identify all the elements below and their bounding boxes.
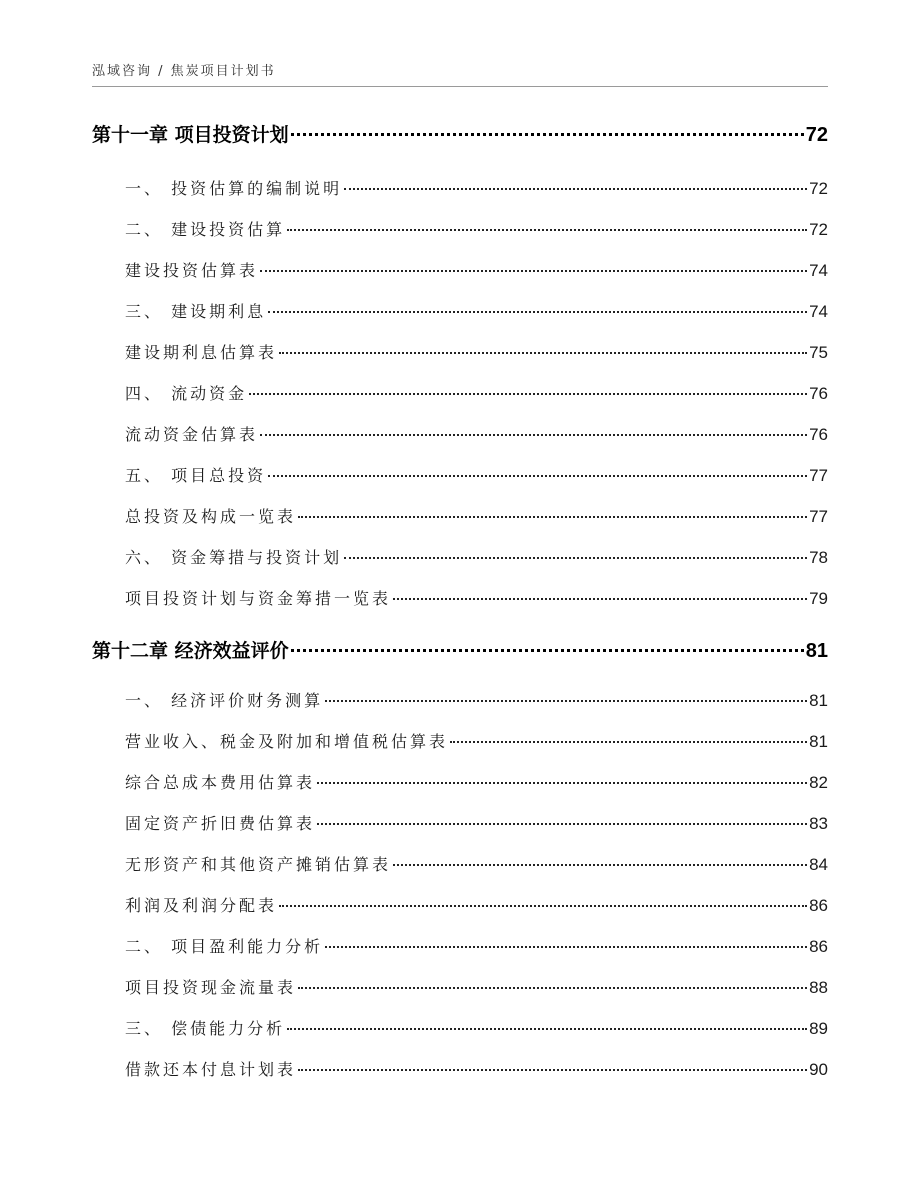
toc-entry-title: 固定资产折旧费估算表 — [125, 814, 316, 833]
toc-entry[interactable] — [125, 340, 828, 363]
toc-page-number: 74 — [809, 261, 828, 280]
toc-page-number: 88 — [809, 978, 828, 997]
toc-entry-title: 一、 投资估算的编制说明 — [125, 179, 343, 198]
dot-leader — [249, 391, 807, 395]
toc-page-number: 72 — [809, 220, 828, 239]
dot-leader — [317, 780, 807, 784]
toc-entry[interactable] — [125, 381, 828, 404]
toc-entry-title: 二、 项目盈利能力分析 — [125, 937, 324, 956]
dot-leader — [279, 903, 807, 907]
header-divider — [92, 86, 828, 87]
dot-leader — [298, 985, 807, 989]
toc-entry[interactable] — [125, 852, 828, 875]
dot-leader — [325, 698, 807, 702]
dot-leader — [268, 473, 807, 477]
toc-entry[interactable] — [125, 1057, 828, 1080]
toc-entry[interactable] — [125, 770, 828, 793]
toc-entry[interactable] — [125, 729, 828, 752]
toc-entry-title: 第十一章 项目投资计划 — [92, 124, 289, 146]
toc-entry[interactable] — [125, 586, 828, 609]
dot-leader — [344, 555, 807, 559]
toc-page-number: 84 — [809, 855, 828, 874]
toc-chapter-11[interactable] — [92, 120, 828, 147]
toc-entry-title: 建设期利息估算表 — [125, 343, 278, 362]
toc-page-number: 83 — [809, 814, 828, 833]
dot-leader — [317, 821, 807, 825]
dot-leader — [291, 131, 804, 136]
toc-entry-title: 营业收入、税金及附加和增值税估算表 — [125, 732, 449, 751]
toc-page-number: 77 — [809, 466, 828, 485]
toc-page-number: 89 — [809, 1019, 828, 1038]
toc-entry[interactable] — [125, 545, 828, 568]
toc-entry-title: 二、 建设投资估算 — [125, 220, 286, 239]
toc-entry-title: 项目投资计划与资金筹措一览表 — [125, 589, 392, 608]
toc-entry[interactable] — [125, 893, 828, 916]
toc-entry[interactable] — [125, 217, 828, 240]
dot-leader — [325, 944, 807, 948]
toc-page-number: 72 — [809, 179, 828, 198]
dot-leader — [393, 596, 807, 600]
toc-entry[interactable] — [125, 299, 828, 322]
toc-entry-title: 无形资产和其他资产摊销估算表 — [125, 855, 392, 874]
dot-leader — [298, 1067, 807, 1071]
dot-leader — [260, 268, 807, 272]
toc-page-number: 78 — [809, 548, 828, 567]
toc-entry-title: 综合总成本费用估算表 — [125, 773, 316, 792]
dot-leader — [450, 739, 807, 743]
toc-page-number: 74 — [809, 302, 828, 321]
toc-page-number: 81 — [809, 691, 828, 710]
page-header: 泓域咨询 / 焦炭项目计划书 — [92, 64, 276, 79]
toc-entry-title: 三、 偿债能力分析 — [125, 1019, 286, 1038]
dot-leader — [298, 514, 807, 518]
toc-entry[interactable] — [125, 504, 828, 527]
toc-page-number: 75 — [809, 343, 828, 362]
toc-entry-title: 三、 建设期利息 — [125, 302, 267, 321]
dot-leader — [291, 647, 804, 652]
toc-entry[interactable] — [125, 1016, 828, 1039]
dot-leader — [287, 1026, 807, 1030]
toc-page-number: 76 — [809, 425, 828, 444]
toc-entry-title: 利润及利润分配表 — [125, 896, 278, 915]
dot-leader — [268, 309, 807, 313]
toc-entry-title: 第十二章 经济效益评价 — [92, 640, 289, 662]
toc-entry-title: 四、 流动资金 — [125, 384, 248, 403]
toc-page-number: 72 — [805, 124, 828, 146]
toc-entry[interactable] — [125, 811, 828, 834]
toc-page-number: 90 — [809, 1060, 828, 1079]
toc-entry-title: 总投资及构成一览表 — [125, 507, 297, 526]
toc-entry[interactable] — [125, 975, 828, 998]
toc-entry-title: 六、 资金筹措与投资计划 — [125, 548, 343, 567]
toc-page-number: 76 — [809, 384, 828, 403]
toc-entry-title: 借款还本付息计划表 — [125, 1060, 297, 1079]
dot-leader — [393, 862, 807, 866]
toc-entry[interactable] — [125, 422, 828, 445]
toc-chapter-12[interactable] — [92, 636, 828, 663]
dot-leader — [279, 350, 807, 354]
toc-page-number: 82 — [809, 773, 828, 792]
toc-entry[interactable] — [125, 934, 828, 957]
toc-entry[interactable] — [125, 463, 828, 486]
toc-page-number: 79 — [809, 589, 828, 608]
toc-entry[interactable] — [125, 258, 828, 281]
toc-entry-title: 项目投资现金流量表 — [125, 978, 297, 997]
toc-entry-title: 流动资金估算表 — [125, 425, 259, 444]
toc-page-number: 77 — [809, 507, 828, 526]
toc-entry-title: 五、 项目总投资 — [125, 466, 267, 485]
dot-leader — [287, 227, 807, 231]
toc-page-number: 81 — [809, 732, 828, 751]
toc-entry-title: 一、 经济评价财务测算 — [125, 691, 324, 710]
toc-entry-title: 建设投资估算表 — [125, 261, 259, 280]
toc-page-number: 81 — [805, 640, 828, 662]
toc-page-number: 86 — [809, 937, 828, 956]
dot-leader — [260, 432, 807, 436]
dot-leader — [344, 186, 807, 190]
toc-entry[interactable] — [125, 176, 828, 199]
toc-page-number: 86 — [809, 896, 828, 915]
toc-entry[interactable] — [125, 688, 828, 711]
